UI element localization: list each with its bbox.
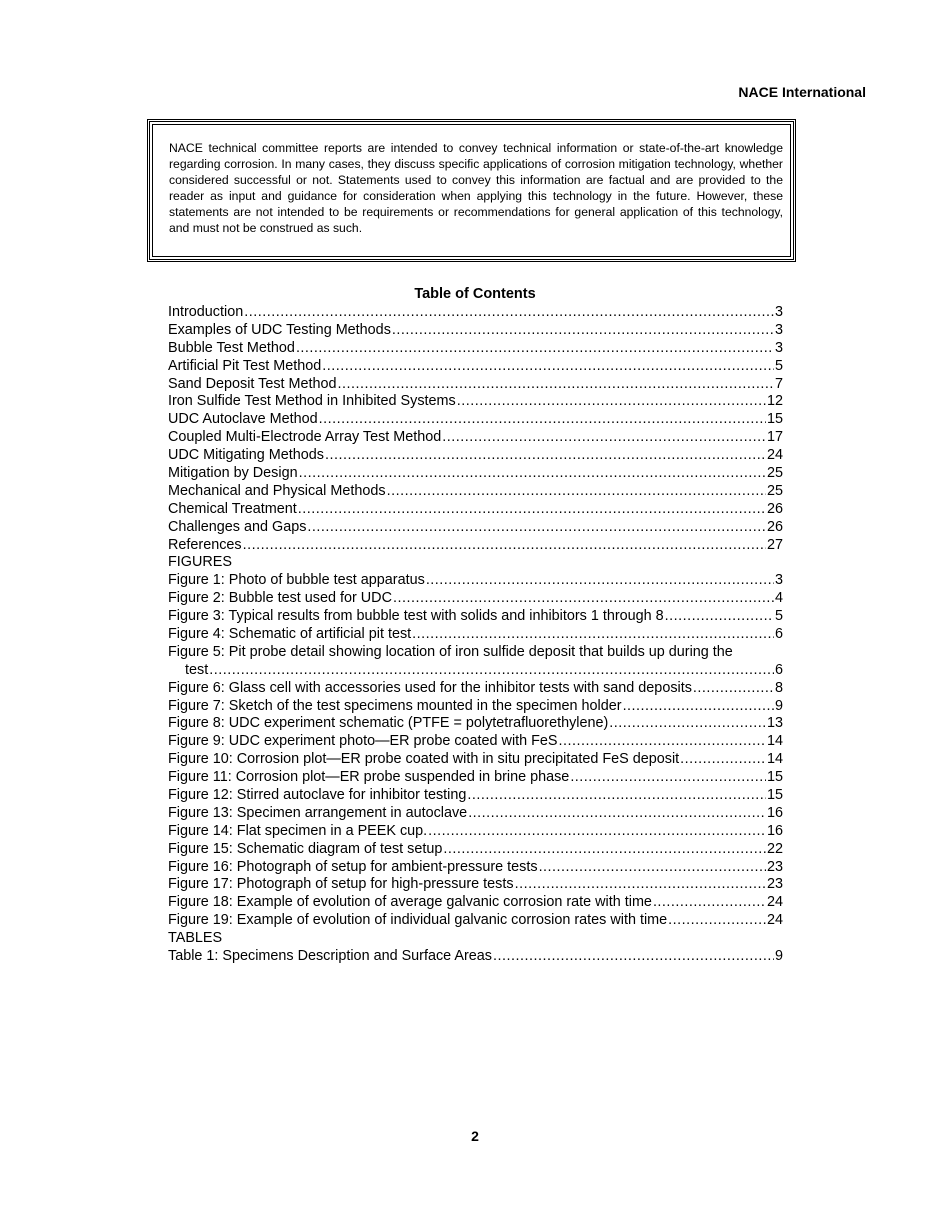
toc-entry[interactable] xyxy=(168,626,783,644)
toc-entry[interactable] xyxy=(168,465,783,483)
toc-title: Table of Contents xyxy=(414,286,536,302)
toc-entry-page: 6 xyxy=(774,661,783,678)
toc-entry[interactable] xyxy=(168,894,783,912)
toc-leader-dots xyxy=(299,465,766,483)
toc-entry[interactable] xyxy=(168,912,783,930)
toc-leader-dots xyxy=(412,626,774,644)
notice-box xyxy=(147,119,796,262)
toc-entry-page: 25 xyxy=(766,465,783,481)
toc-entry-title: Figure 19: Example of evolution of individual galvanic corrosion rates with time xyxy=(168,912,668,929)
toc-entry-title: Iron Sulfide Test Method in Inhibited Systems xyxy=(168,393,456,410)
toc-entry-page: 5 xyxy=(774,608,783,625)
toc-entry-page: 25 xyxy=(766,482,783,499)
toc-entry[interactable] xyxy=(168,698,783,716)
toc-entry[interactable] xyxy=(168,715,783,733)
toc-entry-page: 7 xyxy=(774,375,783,392)
toc-entry[interactable] xyxy=(168,429,783,447)
toc-entry-page: 16 xyxy=(766,804,783,821)
toc-leader-dots xyxy=(244,304,774,322)
toc-entry[interactable] xyxy=(168,787,783,805)
toc-entry[interactable] xyxy=(168,769,783,787)
toc-entry-page: 3 xyxy=(774,303,783,320)
toc-leader-dots xyxy=(428,823,766,841)
toc-entry[interactable] xyxy=(168,483,783,501)
toc-entry[interactable] xyxy=(168,411,783,429)
toc-entry-title: Mitigation by Design xyxy=(168,465,298,481)
toc-entry-title: Figure 18: Example of evolution of average galvanic corrosion rate with time xyxy=(168,894,652,911)
toc-entry-title: Challenges and Gaps xyxy=(168,518,307,535)
toc-entry[interactable] xyxy=(168,841,783,859)
toc-leader-dots xyxy=(209,662,774,680)
toc-entry[interactable] xyxy=(168,304,783,322)
toc-entry-page: 3 xyxy=(774,321,783,338)
toc-entry-title: Bubble Test Method xyxy=(168,339,295,356)
toc-entry-page: 3 xyxy=(774,339,783,356)
toc-entry-title: Figure 9: UDC experiment photo—ER probe coated with FeS xyxy=(168,733,558,750)
toc-leader-dots xyxy=(457,393,766,411)
toc-entry[interactable] xyxy=(168,805,783,823)
toc-entry-title: test xyxy=(185,661,209,678)
toc-entry-page: 27 xyxy=(766,536,783,553)
toc-entry[interactable] xyxy=(168,680,783,698)
toc-entry-title: Introduction xyxy=(168,303,244,320)
toc-leader-dots xyxy=(653,894,766,912)
toc-entry[interactable] xyxy=(168,590,783,608)
tables-heading: TABLES xyxy=(168,930,223,947)
toc-entry-page: 16 xyxy=(766,822,783,839)
toc-entry[interactable] xyxy=(168,948,783,966)
toc-entry-title: Figure 17: Photograph of setup for high-pressure tests xyxy=(168,876,514,893)
toc-leader-dots xyxy=(693,680,774,698)
toc-entry-title: Figure 6: Glass cell with accessories used for the inhibitor tests with sand deposits xyxy=(168,679,692,696)
toc-entry-page: 24 xyxy=(766,894,783,911)
toc-entry-page: 6 xyxy=(774,626,783,643)
toc-leader-dots xyxy=(467,787,766,805)
toc-entry-title: Sand Deposit Test Method xyxy=(168,375,337,392)
page-number: 2 xyxy=(471,1128,479,1144)
toc-entry[interactable] xyxy=(168,519,783,537)
toc-leader-dots xyxy=(623,698,774,716)
toc-entry-page: 15 xyxy=(766,769,783,786)
toc-leader-dots xyxy=(539,859,766,877)
toc-entry-page: 26 xyxy=(766,500,783,517)
toc-entry-page: 3 xyxy=(774,572,783,589)
toc-leader-dots xyxy=(426,572,774,590)
toc-entry-title: Chemical Treatment xyxy=(168,500,297,517)
toc-leader-dots xyxy=(680,751,766,769)
toc-entry-page: 22 xyxy=(766,840,783,857)
toc-entry-title: Figure 13: Specimen arrangement in autoclave xyxy=(168,804,468,821)
toc-entry-page: 23 xyxy=(766,858,783,875)
toc-leader-dots xyxy=(307,519,766,537)
toc-leader-dots xyxy=(515,876,766,894)
toc-entry-title: Figure 1: Photo of bubble test apparatus xyxy=(168,572,425,589)
toc-entry-page: 4 xyxy=(774,590,783,607)
table-of-contents xyxy=(168,304,783,966)
toc-entry[interactable] xyxy=(168,859,783,877)
toc-leader-dots xyxy=(609,715,766,733)
toc-entry-page: 24 xyxy=(766,912,783,929)
toc-entry-page: 8 xyxy=(774,679,783,696)
toc-entry[interactable] xyxy=(168,393,783,411)
toc-entry-title: Figure 3: Typical results from bubble test with solids and inhibitors 1 through 8 xyxy=(168,608,664,625)
toc-entry[interactable] xyxy=(168,358,783,376)
toc-leader-dots xyxy=(243,537,766,555)
toc-entry-page: 14 xyxy=(766,751,783,768)
toc-leader-dots xyxy=(665,608,774,626)
toc-entry[interactable] xyxy=(168,376,783,394)
toc-entry-page: 9 xyxy=(774,697,783,714)
toc-entry-page: 5 xyxy=(774,357,783,374)
toc-entry[interactable] xyxy=(168,572,783,590)
toc-leader-dots xyxy=(668,912,766,930)
toc-entry-page: 15 xyxy=(766,411,783,428)
toc-entry-title: Coupled Multi-Electrode Array Test Method xyxy=(168,429,442,446)
toc-entry[interactable] xyxy=(168,823,783,841)
toc-leader-dots xyxy=(338,376,774,394)
toc-leader-dots xyxy=(559,733,766,751)
toc-leader-dots xyxy=(387,483,766,501)
toc-entry[interactable] xyxy=(168,751,783,769)
toc-entry[interactable] xyxy=(168,501,783,519)
toc-entry[interactable] xyxy=(168,447,783,465)
toc-entry-page: 12 xyxy=(766,393,783,410)
toc-entry-title: Figure 14: Flat specimen in a PEEK cup. xyxy=(168,822,428,839)
toc-entry-page: 26 xyxy=(766,518,783,535)
toc-entry-title: Figure 4: Schematic of artificial pit test xyxy=(168,626,412,643)
toc-leader-dots xyxy=(570,769,766,787)
toc-entry-title: Figure 11: Corrosion plot—ER probe suspended in brine phase xyxy=(168,769,570,786)
toc-entry-figure-5-line1[interactable]: Figure 5: Pit probe detail showing location of iron sulfide deposit that builds up during the xyxy=(168,643,733,660)
toc-leader-dots xyxy=(493,948,774,966)
toc-entry-title: Figure 10: Corrosion plot—ER probe coated with in situ precipitated FeS deposit xyxy=(168,751,680,768)
toc-entry-title: UDC Mitigating Methods xyxy=(168,447,324,464)
toc-entry-page: 15 xyxy=(766,787,783,804)
toc-entry-title: Figure 7: Sketch of the test specimens mounted in the specimen holder xyxy=(168,697,622,714)
toc-entry[interactable] xyxy=(168,608,783,626)
toc-entry-title: Figure 15: Schematic diagram of test setup xyxy=(168,840,443,857)
toc-entry-page: 13 xyxy=(766,715,783,732)
toc-leader-dots xyxy=(319,411,766,429)
toc-entry-page: 23 xyxy=(766,876,783,893)
header-org: NACE International xyxy=(738,84,866,100)
toc-leader-dots xyxy=(298,501,766,519)
toc-entry-title: Figure 2: Bubble test used for UDC xyxy=(168,590,392,607)
toc-entry-title: Figure 12: Stirred autoclave for inhibitor testing xyxy=(168,787,467,804)
toc-leader-dots xyxy=(296,340,774,358)
toc-entry[interactable] xyxy=(168,877,783,895)
toc-entry-page: 9 xyxy=(774,948,783,965)
toc-entry-title: Figure 16: Photograph of setup for ambient-pressure tests xyxy=(168,858,538,875)
toc-leader-dots xyxy=(322,358,774,376)
toc-entry-title: UDC Autoclave Method xyxy=(168,411,318,428)
toc-entry[interactable] xyxy=(168,733,783,751)
toc-entry[interactable] xyxy=(168,340,783,358)
toc-entry[interactable] xyxy=(168,537,783,555)
toc-entry-title: Examples of UDC Testing Methods xyxy=(168,321,391,338)
toc-entry-title: References xyxy=(168,536,242,553)
toc-entry[interactable] xyxy=(168,322,783,340)
figures-heading: FIGURES xyxy=(168,554,232,571)
toc-leader-dots xyxy=(442,429,766,447)
toc-entry-page: 17 xyxy=(766,429,783,446)
notice-text: NACE technical committee reports are intended to convey technical information or state-of-the-art knowledge regarding corrosion. In many cases, they discuss specific applications of corrosion mitigation technology, whether considered successful or not. Statements used to convey this information are factual and are provided to the reader as input and guidance for consideration when applying this technology in the future. However, these statements are not intended to be requirements or recommendations for general application of this technology, and must not be construed as such. xyxy=(169,141,783,235)
toc-entry-title: Mechanical and Physical Methods xyxy=(168,482,386,499)
toc-leader-dots xyxy=(392,322,774,340)
toc-entry-title: Table 1: Specimens Description and Surface Areas xyxy=(168,948,492,965)
toc-leader-dots xyxy=(468,805,766,823)
toc-entry-page: 14 xyxy=(766,733,783,750)
toc-leader-dots xyxy=(393,590,774,608)
toc-leader-dots xyxy=(443,841,766,859)
toc-entry-page: 24 xyxy=(766,447,783,464)
toc-entry-title: Figure 8: UDC experiment schematic (PTFE = polytetrafluorethylene) xyxy=(168,715,609,732)
toc-leader-dots xyxy=(325,447,766,465)
toc-entry-figure-5[interactable] xyxy=(168,662,783,680)
toc-entry-title: Artificial Pit Test Method xyxy=(168,357,322,374)
